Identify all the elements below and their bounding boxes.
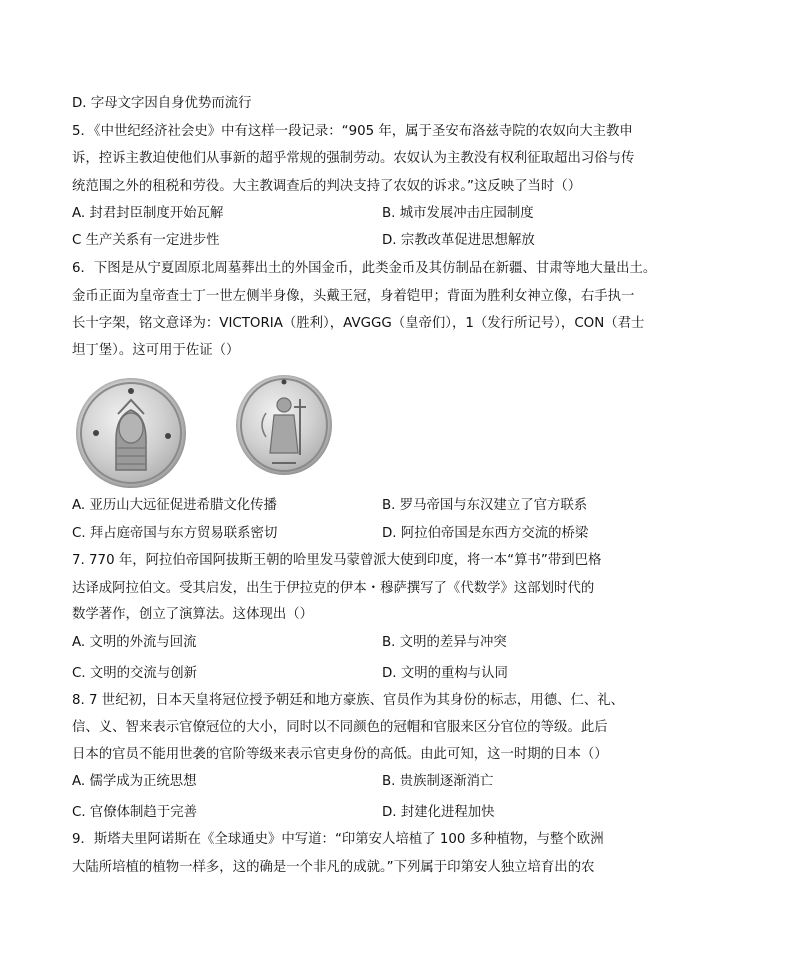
q8-option-c: C. 官僚体制趋于完善 [72,805,197,820]
coin-reverse-image [236,375,332,475]
q8-option-d: D. 封建化进程加快 [382,805,495,820]
q5-option-d: D. 宗教改革促进思想解放 [382,233,535,248]
q7-line-3: 数学著作，创立了演算法。这体现出（） [72,607,314,622]
q6-line-2: 金币正面为皇帝查士丁一世左侧半身像，头戴王冠，身着铠甲；背面为胜利女神立像，右手执一 [72,289,635,304]
q8-option-a: A. 儒学成为正统思想 [72,774,197,789]
q8-line-3: 日本的官员不能用世袭的官阶等级来表示官吏身份的高低。由此可知，这一时期的日本（） [72,747,608,762]
q9-line-1: 9．斯塔夫里阿诺斯在《全球通史》中写道：“印第安人培植了 100 多种植物，与整个欧洲 [72,832,604,847]
q6-line-3: 长十字架，铭文意译为：VICTORIA（胜利），AVGGG（皇帝们），1（发行所记号），CON（君士 [72,316,645,331]
q8-option-b: B. 贵族制逐渐消亡 [382,774,494,789]
q7-line-2: 达译成阿拉伯文。受其启发，出生于伊拉克的伊本・穆萨撰写了《代数学》这部划时代的 [72,581,595,596]
q5-option-a: A. 封君封臣制度开始瓦解 [72,206,224,221]
q7-option-a: A. 文明的外流与回流 [72,635,197,650]
q5-option-c: C 生产关系有一定进步性 [72,233,220,248]
q5-line-1: 5．《中世纪经济社会史》中有这样一段记录：“905 年，属于圣安布洛兹寺院的农奴向大主教申 [72,124,633,139]
q7-option-d: D. 文明的重构与认同 [382,666,508,681]
q6-option-b: B. 罗马帝国与东汉建立了官方联系 [382,498,588,513]
q7-line-1: 7. 770 年，阿拉伯帝国阿拔斯王朝的哈里发马蒙曾派大使到印度，将一本“算书”带到巴格 [72,553,602,568]
q4-option-d: D. 字母文字因自身优势而流行 [72,96,252,111]
q8-line-2: 信、义、智来表示官僚冠位的大小，同时以不同颜色的冠帽和官服来区分官位的等级。此后 [72,720,608,735]
q6-line-1: 6．下图是从宁夏固原北周墓葬出土的外国金币，此类金币及其仿制品在新疆、甘肃等地大量出土。 [72,261,657,276]
q8-line-1: 8. 7 世纪初，日本天皇将冠位授予朝廷和地方豪族、官员作为其身份的标志，用德、仁、礼、 [72,693,625,708]
q6-line-4: 坦丁堡）。这可用于佐证（） [72,343,240,358]
coin-obverse-image [76,378,186,488]
q5-option-b: B. 城市发展冲击庄园制度 [382,206,534,221]
q9-line-2: 大陆所培植的植物一样多，这的确是一个非凡的成就。”下列属于印第安人独立培育出的农 [72,860,595,875]
q5-line-2: 诉，控诉主教迫使他们从事新的超乎常规的强制劳动。农奴认为主教没有权利征取超出习俗与传 [72,151,635,166]
q7-option-b: B. 文明的差异与冲突 [382,635,507,650]
q6-option-c: C. 拜占庭帝国与东方贸易联系密切 [72,526,278,541]
q6-option-a: A. 亚历山大远征促进希腊文化传播 [72,498,277,513]
q7-option-c: C. 文明的交流与创新 [72,666,197,681]
q5-line-3: 统范围之外的租税和劳役。大主教调查后的判决支持了农奴的诉求。”这反映了当时（） [72,179,582,194]
q6-option-d: D. 阿拉伯帝国是东西方交流的桥梁 [382,526,589,541]
